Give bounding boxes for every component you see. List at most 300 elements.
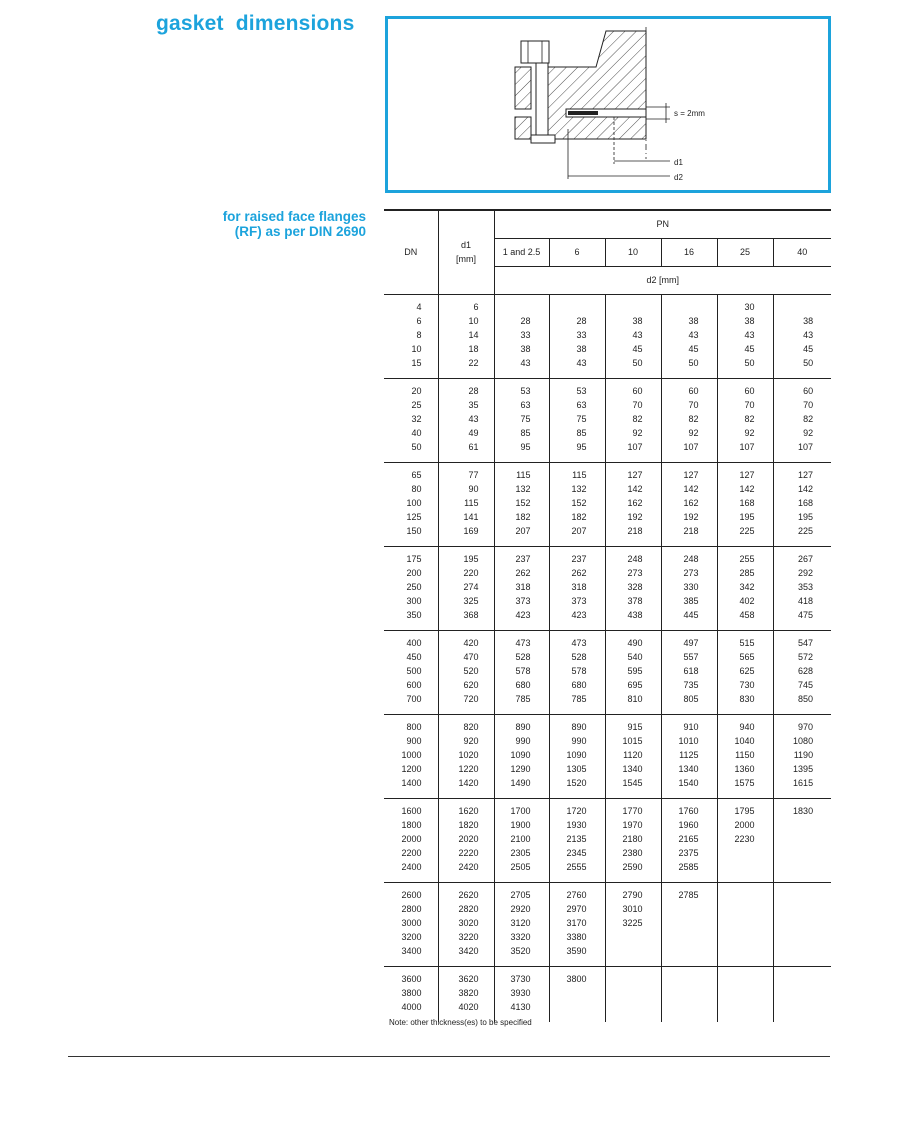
table-value — [606, 1000, 643, 1014]
table-value: 720 — [463, 693, 479, 704]
table-value: 1090 — [566, 749, 587, 760]
table-value: 107 — [627, 441, 643, 452]
table-cell-dn — [384, 294, 438, 378]
table-value: 1830 — [793, 805, 814, 816]
table-value: 70 — [803, 399, 814, 410]
table-value: 274 — [463, 581, 479, 592]
table-value: 267 — [798, 553, 814, 564]
table-value: 273 — [683, 567, 699, 578]
table-cell-pn25 — [717, 546, 773, 630]
table-value: 85 — [576, 427, 587, 438]
table-cell-pn40 — [773, 546, 831, 630]
table-value — [606, 300, 643, 314]
table-value: 400 — [406, 637, 422, 648]
table-value: 195 — [463, 553, 479, 564]
table-value: 237 — [571, 553, 587, 564]
table-value — [662, 930, 699, 944]
table-value: 115 — [516, 469, 531, 480]
table-cell-d1 — [438, 966, 494, 1022]
table-value: 43 — [744, 329, 755, 340]
table-cell-pn16 — [661, 546, 717, 630]
table-value: 169 — [463, 525, 479, 536]
table-value: 1150 — [735, 749, 755, 760]
table-cell-pn40 — [773, 378, 831, 462]
table-cell-pn10 — [605, 546, 661, 630]
table-value: 82 — [744, 413, 755, 424]
table-cell-pn6 — [549, 966, 605, 1022]
table-cell-pn16 — [661, 630, 717, 714]
table-value: 735 — [683, 679, 699, 690]
table-cell-pn25 — [717, 798, 773, 882]
table-value: 1960 — [678, 819, 699, 830]
table-value: 1760 — [678, 805, 699, 816]
table-value: 328 — [627, 581, 643, 592]
table-value — [718, 860, 755, 874]
table-value: 318 — [571, 581, 587, 592]
table-row-group — [384, 714, 831, 798]
table-value: 127 — [739, 469, 755, 480]
table-value: 378 — [627, 595, 643, 606]
header-d1-unit: [mm] — [456, 254, 476, 265]
table-value: 43 — [688, 329, 699, 340]
d2-dimension-label: d2 — [674, 173, 683, 182]
table-value: 50 — [744, 357, 755, 368]
s-dimension-label: s = 2mm — [674, 109, 705, 118]
table-value: 3730 — [510, 973, 531, 984]
table-value: 1520 — [566, 777, 587, 788]
table-value: 618 — [683, 665, 699, 676]
table-cell-pn16 — [661, 378, 717, 462]
table-value: 2920 — [510, 903, 531, 914]
table-value: 8 — [416, 329, 422, 340]
table-value: 53 — [520, 385, 531, 396]
table-value: 200 — [406, 567, 422, 578]
table-value: 1000 — [401, 749, 422, 760]
table-value: 700 — [406, 693, 422, 704]
table-value: 45 — [688, 343, 699, 354]
table-value: 1220 — [458, 763, 479, 774]
table-value: 168 — [798, 497, 814, 508]
table-cell-dn — [384, 714, 438, 798]
table-cell-dn — [384, 966, 438, 1022]
table-value: 63 — [576, 399, 587, 410]
table-cell-pn1 — [494, 630, 549, 714]
table-value: 300 — [406, 595, 422, 606]
table-value: 273 — [627, 567, 643, 578]
table-value: 225 — [798, 525, 814, 536]
table-cell-pn40 — [773, 966, 831, 1022]
table-value: 557 — [683, 651, 699, 662]
table-value: 3000 — [401, 917, 422, 928]
table-value: 207 — [515, 525, 531, 536]
table-value: 890 — [571, 721, 587, 732]
table-value: 1040 — [734, 735, 755, 746]
table-value: 1545 — [622, 777, 643, 788]
table-cell-pn10 — [605, 378, 661, 462]
table-value — [774, 846, 814, 860]
table-value — [774, 860, 814, 874]
table-value: 28 — [520, 315, 531, 326]
table-value: 3120 — [510, 917, 531, 928]
table-value: 572 — [798, 651, 814, 662]
table-value: 182 — [571, 511, 587, 522]
header-pn-column: 10 — [605, 238, 661, 266]
table-cell-pn25 — [717, 882, 773, 966]
table-value: 458 — [739, 609, 755, 620]
table-value: 15 — [411, 357, 422, 368]
table-value: 115 — [572, 469, 587, 480]
table-value: 1615 — [793, 777, 814, 788]
table-value: 473 — [571, 637, 587, 648]
table-cell-dn — [384, 882, 438, 966]
table-value: 342 — [739, 581, 755, 592]
table-cell-pn1 — [494, 378, 549, 462]
table-value: 262 — [515, 567, 531, 578]
table-value: 1700 — [510, 805, 531, 816]
header-pn-column: 40 — [773, 238, 831, 266]
table-value: 445 — [683, 609, 699, 620]
table-value: 3220 — [458, 931, 479, 942]
table-value: 1970 — [622, 819, 643, 830]
header-pn-column: 16 — [661, 238, 717, 266]
table-value: 850 — [798, 693, 814, 704]
table-cell-pn40 — [773, 882, 831, 966]
table-cell-pn6 — [549, 462, 605, 546]
table-value: 195 — [739, 511, 755, 522]
table-value: 3520 — [510, 945, 531, 956]
table-value — [550, 986, 587, 1000]
table-value: 14 — [468, 329, 479, 340]
table-value: 4130 — [510, 1001, 531, 1012]
table-value: 628 — [798, 665, 814, 676]
table-value — [718, 1000, 755, 1014]
table-value — [606, 986, 643, 1000]
table-value: 285 — [739, 567, 755, 578]
d1-dimension-label: d1 — [674, 158, 683, 167]
table-value: 2555 — [566, 861, 587, 872]
table-value: 418 — [798, 595, 814, 606]
table-value: 3590 — [566, 945, 587, 956]
table-value: 3800 — [401, 987, 422, 998]
table-value: 100 — [406, 497, 422, 508]
table-value: 1820 — [458, 819, 479, 830]
table-value: 192 — [627, 511, 643, 522]
subtitle-line-1: for raised face flanges — [222, 209, 366, 224]
table-value: 890 — [515, 721, 531, 732]
table-value: 132 — [571, 483, 587, 494]
table-value — [662, 300, 699, 314]
table-value: 373 — [571, 595, 587, 606]
table-value: 2020 — [458, 833, 479, 844]
table-value: 368 — [463, 609, 479, 620]
table-value: 3320 — [510, 931, 531, 942]
table-value: 82 — [632, 413, 643, 424]
table-value: 3200 — [401, 931, 422, 942]
table-cell-pn6 — [549, 714, 605, 798]
table-value: 2970 — [566, 903, 587, 914]
table-value: 810 — [627, 693, 643, 704]
table-cell-pn6 — [549, 378, 605, 462]
table-value: 33 — [576, 329, 587, 340]
table-value: 152 — [571, 497, 587, 508]
table-value: 595 — [627, 665, 643, 676]
table-value: 745 — [798, 679, 814, 690]
table-value: 70 — [744, 399, 755, 410]
table-value: 218 — [683, 525, 699, 536]
table-value — [662, 916, 699, 930]
table-value: 1800 — [401, 819, 422, 830]
table-value: 1930 — [566, 819, 587, 830]
table-cell-pn16 — [661, 966, 717, 1022]
table-value: 43 — [468, 413, 479, 424]
header-d2: d2 [mm] — [494, 266, 831, 294]
table-value: 330 — [683, 581, 699, 592]
table-value: 1490 — [510, 777, 531, 788]
table-value: 43 — [576, 357, 587, 368]
table-value: 547 — [798, 637, 814, 648]
table-value: 248 — [683, 553, 699, 564]
table-value: 92 — [632, 427, 643, 438]
table-value: 35 — [468, 399, 479, 410]
table-cell-d1 — [438, 462, 494, 546]
table-value: 182 — [515, 511, 531, 522]
table-value: 1015 — [622, 735, 643, 746]
table-cell-pn10 — [605, 294, 661, 378]
table-cell-pn25 — [717, 378, 773, 462]
table-value: 1120 — [623, 749, 643, 760]
table-value: 353 — [798, 581, 814, 592]
table-cell-pn1 — [494, 462, 549, 546]
table-value: 107 — [798, 441, 814, 452]
table-value: 10 — [411, 343, 422, 354]
table-value: 45 — [744, 343, 755, 354]
table-value — [662, 1000, 699, 1014]
table-cell-pn1 — [494, 546, 549, 630]
table-cell-pn6 — [549, 882, 605, 966]
table-value: 2620 — [458, 889, 479, 900]
table-value: 515 — [739, 637, 755, 648]
table-value: 150 — [406, 525, 422, 536]
table-value: 127 — [798, 469, 814, 480]
table-value: 600 — [406, 679, 422, 690]
table-value: 970 — [798, 721, 814, 732]
table-cell-pn10 — [605, 798, 661, 882]
table-value: 565 — [739, 651, 755, 662]
table-note: Note: other thickness(es) to be specified — [389, 1018, 532, 1027]
table-cell-pn10 — [605, 630, 661, 714]
table-value: 3020 — [458, 917, 479, 928]
table-value: 1090 — [510, 749, 531, 760]
table-value: 70 — [688, 399, 699, 410]
table-cell-dn — [384, 462, 438, 546]
table-value: 192 — [683, 511, 699, 522]
table-value: 1290 — [510, 763, 531, 774]
table-value — [774, 1000, 814, 1014]
table-value: 248 — [627, 553, 643, 564]
page-title: gasket dimensions — [156, 12, 355, 35]
table-value — [662, 972, 699, 986]
table-value: 900 — [406, 735, 422, 746]
table-cell-pn40 — [773, 294, 831, 378]
table-value: 65 — [411, 469, 422, 480]
table-value: 730 — [739, 679, 755, 690]
table-value — [662, 902, 699, 916]
table-value: 162 — [627, 497, 643, 508]
table-value: 625 — [739, 665, 755, 676]
table-value: 218 — [627, 525, 643, 536]
table-value — [606, 972, 643, 986]
table-value: 132 — [515, 483, 531, 494]
table-row-group — [384, 546, 831, 630]
table-value: 620 — [463, 679, 479, 690]
table-cell-pn40 — [773, 630, 831, 714]
table-row-group — [384, 798, 831, 882]
header-d1-symbol: d1 — [460, 240, 471, 251]
table-value: 38 — [576, 343, 587, 354]
table-cell-pn6 — [549, 294, 605, 378]
table-value: 6 — [416, 315, 422, 326]
table-value: 1080 — [793, 735, 814, 746]
table-value: 2230 — [734, 833, 755, 844]
table-cell-pn16 — [661, 714, 717, 798]
table-value: 3620 — [458, 973, 479, 984]
header-d1 — [438, 210, 494, 294]
table-cell-d1 — [438, 630, 494, 714]
table-value: 33 — [520, 329, 531, 340]
table-value: 325 — [463, 595, 479, 606]
table-value: 60 — [632, 385, 643, 396]
table-value — [774, 832, 814, 846]
table-value: 18 — [468, 343, 479, 354]
table-value: 38 — [688, 315, 699, 326]
table-value: 61 — [468, 441, 479, 452]
table-value: 195 — [798, 511, 814, 522]
table-value: 1900 — [510, 819, 531, 830]
table-value: 50 — [411, 441, 422, 452]
table-value: 2200 — [401, 847, 422, 858]
table-cell-d1 — [438, 378, 494, 462]
table-value: 95 — [576, 441, 587, 452]
table-value: 2790 — [622, 889, 643, 900]
table-value: 38 — [520, 343, 531, 354]
table-value: 1395 — [793, 763, 814, 774]
table-value: 38 — [803, 315, 814, 326]
table-value: 373 — [515, 595, 531, 606]
table-value: 142 — [739, 483, 755, 494]
table-value: 30 — [744, 301, 755, 312]
table-value: 920 — [463, 735, 479, 746]
table-value: 1305 — [566, 763, 587, 774]
table-value: 1575 — [734, 777, 755, 788]
table-value: 1720 — [566, 805, 587, 816]
table-value: 50 — [803, 357, 814, 368]
table-cell-pn1 — [494, 798, 549, 882]
table-value — [718, 972, 755, 986]
table-value: 1190 — [793, 749, 814, 760]
table-value: 1200 — [401, 763, 422, 774]
table-value — [662, 944, 699, 958]
table-value: 28 — [468, 385, 479, 396]
table-value: 20 — [411, 385, 422, 396]
table-value: 910 — [683, 721, 699, 732]
table-row-group — [384, 882, 831, 966]
table-value: 50 — [632, 357, 643, 368]
table-value: 1020 — [458, 749, 479, 760]
table-value: 1400 — [401, 777, 422, 788]
table-value: 3170 — [566, 917, 587, 928]
table-value: 49 — [468, 427, 479, 438]
table-value: 800 — [406, 721, 422, 732]
footer-divider — [68, 1056, 830, 1057]
table-subtitle — [150, 209, 366, 239]
table-value: 220 — [463, 567, 479, 578]
table-value: 3225 — [622, 917, 643, 928]
table-value: 2420 — [458, 861, 479, 872]
table-cell-d1 — [438, 798, 494, 882]
table-value — [718, 888, 755, 902]
table-value: 578 — [515, 665, 531, 676]
table-value: 4020 — [458, 1001, 479, 1012]
table-value — [774, 972, 814, 986]
table-cell-pn40 — [773, 798, 831, 882]
table-value: 92 — [803, 427, 814, 438]
table-value: 250 — [406, 581, 422, 592]
table-value: 402 — [739, 595, 755, 606]
table-value: 785 — [515, 693, 531, 704]
table-value: 38 — [632, 315, 643, 326]
table-value: 255 — [739, 553, 755, 564]
table-value: 82 — [803, 413, 814, 424]
table-value: 470 — [463, 651, 479, 662]
table-value — [718, 916, 755, 930]
table-value: 90 — [468, 483, 479, 494]
table-cell-pn6 — [549, 798, 605, 882]
table-value: 262 — [571, 567, 587, 578]
table-value: 168 — [739, 497, 755, 508]
table-value: 318 — [515, 581, 531, 592]
table-value: 292 — [798, 567, 814, 578]
table-cell-pn40 — [773, 714, 831, 798]
table-value: 1125 — [679, 749, 699, 760]
table-value: 2505 — [510, 861, 531, 872]
table-cell-pn10 — [605, 462, 661, 546]
table-cell-d1 — [438, 294, 494, 378]
table-value: 805 — [683, 693, 699, 704]
table-value — [550, 300, 587, 314]
table-row-group — [384, 966, 831, 1022]
table-value: 4 — [416, 301, 422, 312]
table-cell-pn10 — [605, 966, 661, 1022]
table-value — [774, 902, 814, 916]
table-value: 990 — [571, 735, 587, 746]
table-value: 141 — [463, 511, 479, 522]
table-value: 450 — [406, 651, 422, 662]
table-value — [718, 902, 755, 916]
table-value: 680 — [515, 679, 531, 690]
table-value: 127 — [683, 469, 699, 480]
table-value: 45 — [632, 343, 643, 354]
table-cell-pn16 — [661, 294, 717, 378]
table-value: 520 — [463, 665, 479, 676]
table-value: 95 — [520, 441, 531, 452]
table-value: 82 — [688, 413, 699, 424]
table-value: 2590 — [622, 861, 643, 872]
table-value: 53 — [576, 385, 587, 396]
table-value: 2305 — [510, 847, 531, 858]
table-value: 28 — [576, 315, 587, 326]
table-value: 2400 — [401, 861, 422, 872]
table-value: 77 — [468, 469, 479, 480]
